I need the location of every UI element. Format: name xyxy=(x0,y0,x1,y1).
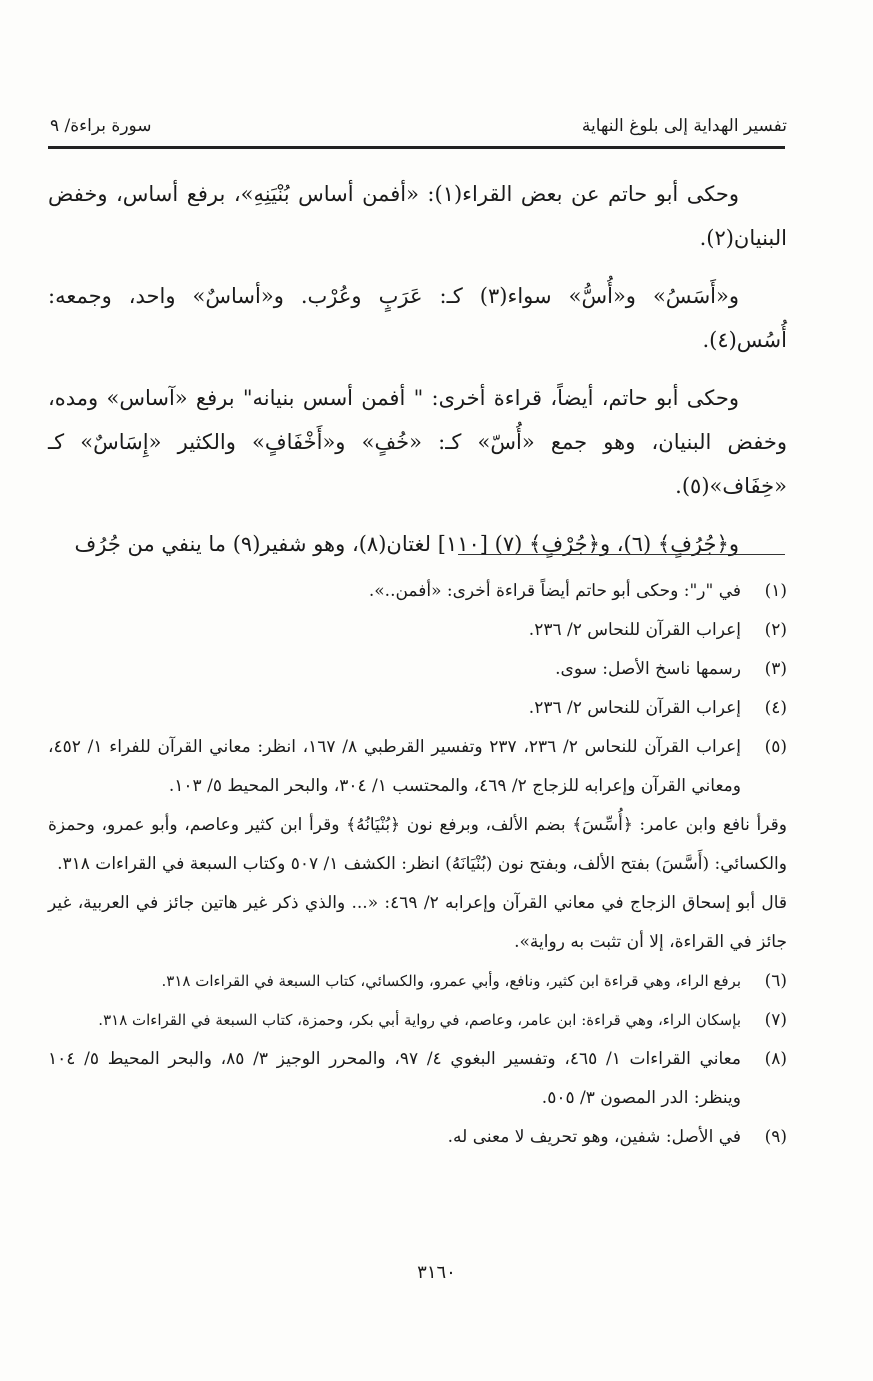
page-number: ٣١٦٠ xyxy=(417,1262,456,1283)
footnote-separator xyxy=(458,554,785,555)
footnote xyxy=(48,650,787,689)
footnote-number: (٩) xyxy=(764,1127,787,1147)
footnote-continuation: قال أبو إسحاق الزجاج في معاني القرآن وإعرابه ٢/ ٤٦٩: «... والذي ذكر غير هاتين جائز في العربية، غير جائز في القراءة، إلا أن تثبت به رواية». xyxy=(48,893,787,952)
paragraph: و«أَسَسُ» و«أُسُّ» سواء(٣) كـ: عَرَبٍ وعُرْب. و«أساسٌ» واحد، وجمعه: أُسُس(٤). xyxy=(48,284,787,352)
footnote xyxy=(48,572,787,611)
footnote-text: بإسكان الراء، وهي قراءة: ابن عامر، وعاصم، في رواية أبي بكر، وحمزة، كتاب السبعة في القراءات ٣١٨. xyxy=(98,1011,741,1029)
paragraph: وحكى أبو حاتم عن بعض القراء(١): «أفمن أساس بُنْيَنِهِ»، برفع أساس، وخفض البنيان(٢). xyxy=(48,182,787,250)
footnote-number: (٨) xyxy=(764,1049,787,1069)
footnote-text: إعراب القرآن للنحاس ٢/ ٢٣٦. xyxy=(528,620,741,640)
footnote-text: إعراب القرآن للنحاس ٢/ ٢٣٦. xyxy=(528,698,741,718)
footnote xyxy=(48,1001,787,1040)
footnote-continuation: وقرأ نافع وابن عامر: ﴿أُسِّسَ﴾ بضم الألف، وبرفع نون ﴿بُنْيَانُهُ﴾ وقرأ ابن كثير وعاصم، وأبو عمرو، وحمزة والكسائي: (أَسَّسَ) بفتح الألف، وبفتح نون (بُنْيَانَهُ) انظر: الكشف ١/ ٥٠٧ وكتاب السبعة في القراءات ٣١٨. xyxy=(48,815,787,874)
footnote xyxy=(48,1040,787,1118)
footnote-text: إعراب القرآن للنحاس ٢/ ٢٣٦، ٢٣٧ وتفسير القرطبي ٨/ ١٦٧، انظر: معاني القرآن للفراء ١/ ٤٥٢، ومعاني القرآن وإعرابه للزجاج ٢/ ٤٦٩، والمحتسب ١/ ٣٠٤، والبحر المحيط ٥/ ١٠٣. xyxy=(48,737,742,796)
footnote-text: برفع الراء، وهي قراءة ابن كثير، ونافع، وأبي عمرو، والكسائي، كتاب السبعة في القراءات ٣١٨. xyxy=(161,972,741,990)
footnote xyxy=(48,1118,787,1157)
footnote-number: (٣) xyxy=(764,659,787,679)
footnote-number: (٦) xyxy=(764,971,787,991)
main-text xyxy=(48,172,787,580)
footnote-text: رسمها ناسخ الأصل: سوى. xyxy=(555,659,741,679)
paragraph: و﴿جُرُفٍ﴾ (٦)، و﴿جُرْفٍ﴾ (٧) [١١٠] لغتان(٨)، وهو شفير(٩) ما ينفي من جُرُف xyxy=(74,532,739,556)
footnote xyxy=(48,728,787,806)
footnote xyxy=(48,689,787,728)
paragraph: وحكى أبو حاتم، أيضاً، قراءة أخرى: " أفمن أسس بنيانه" برفع «آساس» ومده، وخفض البنيان، وهو جمع «أُسّ» كـ: «خُفٍ» و«أَخْفَافٍ» والكثير «إِسَاسٌ» كـ «خِفَاف»(٥). xyxy=(48,386,787,498)
footnote-text: في "ر": وحكى أبو حاتم أيضاً قراءة أخرى: «أفمن..». xyxy=(368,581,741,601)
footnote-text: معاني القراءات ١/ ٤٦٥، وتفسير البغوي ٤/ ٩٧، والمحرر الوجيز ٣/ ٨٥، والبحر المحيط ٥/ ١٠٤ وينظر: الدر المصون ٣/ ٥٠٥. xyxy=(48,1049,741,1108)
footnotes xyxy=(48,572,787,1157)
footnote xyxy=(48,611,787,650)
footnote xyxy=(48,962,787,1001)
footnote-number: (٧) xyxy=(764,1010,787,1030)
footnote-number: (١) xyxy=(764,581,787,601)
footnote-number: (٢) xyxy=(764,620,787,640)
surah-reference: سورة براءة/ ٩ xyxy=(50,116,152,136)
header-rule xyxy=(48,146,785,149)
footnote-number: (٤) xyxy=(764,698,787,718)
footnote-text: في الأصل: شفين، وهو تحريف لا معنى له. xyxy=(447,1127,741,1147)
footnote-number: (٥) xyxy=(764,737,787,757)
running-title: تفسير الهداية إلى بلوغ النهاية xyxy=(581,116,787,136)
